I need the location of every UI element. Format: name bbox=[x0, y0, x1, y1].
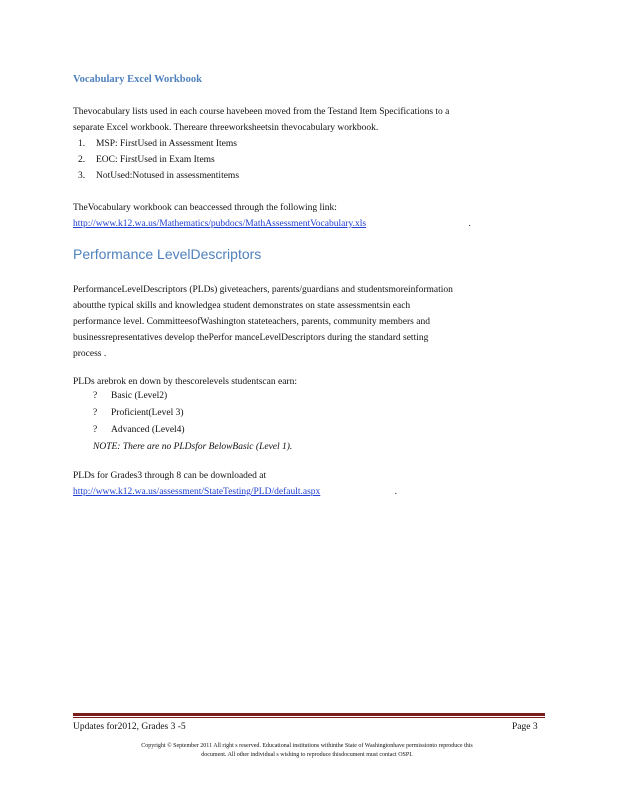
page-number: Page 3 bbox=[512, 722, 538, 732]
copyright-notice bbox=[82, 742, 532, 760]
list-item: 3. NotUsed:Notused in assessmentitems bbox=[78, 171, 240, 181]
levels-intro: PLDs arebrok en down by thescorelevels studentscan earn: bbox=[73, 377, 297, 387]
section-heading-vocabulary: Vocabulary Excel Workbook bbox=[73, 74, 202, 85]
levels-list bbox=[93, 388, 292, 456]
copyright-line: Copyright © September 2011 All right s reserved. Educational institutions withinthe State of Washingtonhave permissionto reproduce this bbox=[141, 743, 473, 749]
list-item: 2. EOC: FirstUsed in Exam Items bbox=[78, 155, 215, 165]
list-item: 1. MSP: FirstUsed in Assessment Items bbox=[78, 139, 237, 149]
footer-divider-thin bbox=[73, 717, 545, 718]
pld-paragraph bbox=[73, 282, 518, 362]
footer-title: Updates for2012, Grades 3 -5 bbox=[73, 722, 186, 732]
paragraph-line: performance level. CommitteesofWashington stateteachers, parents, community members and bbox=[73, 317, 430, 327]
list-item: ? Advanced (Level4) bbox=[93, 425, 185, 435]
worksheet-list bbox=[78, 136, 239, 184]
list-item: ? Proficient(Level 3) bbox=[93, 408, 184, 418]
paragraph-line: businessrepresentatives develop thePerfor manceLevelDescriptors during the standard setting bbox=[73, 333, 429, 343]
paragraph-line: Thevocabulary lists used in each course havebeen moved from the Testand Item Specifications to a bbox=[73, 107, 450, 117]
link-suffix: . bbox=[468, 219, 471, 229]
download-text: PLDs for Grades3 through 8 can be downloaded at bbox=[73, 471, 267, 481]
copyright-line: document. All other individual s wishing to reproduce thisdocument must contact OSPI. bbox=[201, 752, 413, 758]
section-heading-pld: Performance LevelDescriptors bbox=[73, 246, 262, 262]
paragraph-line: process . bbox=[73, 349, 107, 359]
vocabulary-access-paragraph bbox=[73, 200, 518, 232]
link-suffix: . bbox=[394, 487, 398, 497]
paragraph-line: separate Excel workbook. Thereare threeworksheetsin thevocabulary workbook. bbox=[73, 123, 379, 133]
paragraph-line: aboutthe typical skills and knowledgea student demonstrates on state assessmentsin each bbox=[73, 301, 411, 311]
paragraph-line: PerformanceLevelDescriptors (PLDs) giveteachers, parents/guardians and studentsmoreinformation bbox=[73, 285, 453, 295]
vocabulary-paragraph bbox=[73, 104, 518, 136]
footer-divider bbox=[73, 713, 545, 716]
note-text: NOTE: There are no PLDsfor BelowBasic (Level 1). bbox=[93, 442, 293, 452]
download-paragraph bbox=[73, 468, 518, 500]
access-text: TheVocabulary workbook can beaccessed through the following link: bbox=[73, 203, 337, 213]
vocabulary-workbook-link[interactable]: http://www.k12.wa.us/Mathematics/pubdocs/MathAssessmentVocabulary.xls bbox=[73, 219, 367, 229]
pld-download-link[interactable]: http://www.k12.wa.us/assessment/StateTesting/PLD/default.aspx bbox=[73, 487, 321, 497]
list-item: ? Basic (Level2) bbox=[93, 391, 168, 401]
